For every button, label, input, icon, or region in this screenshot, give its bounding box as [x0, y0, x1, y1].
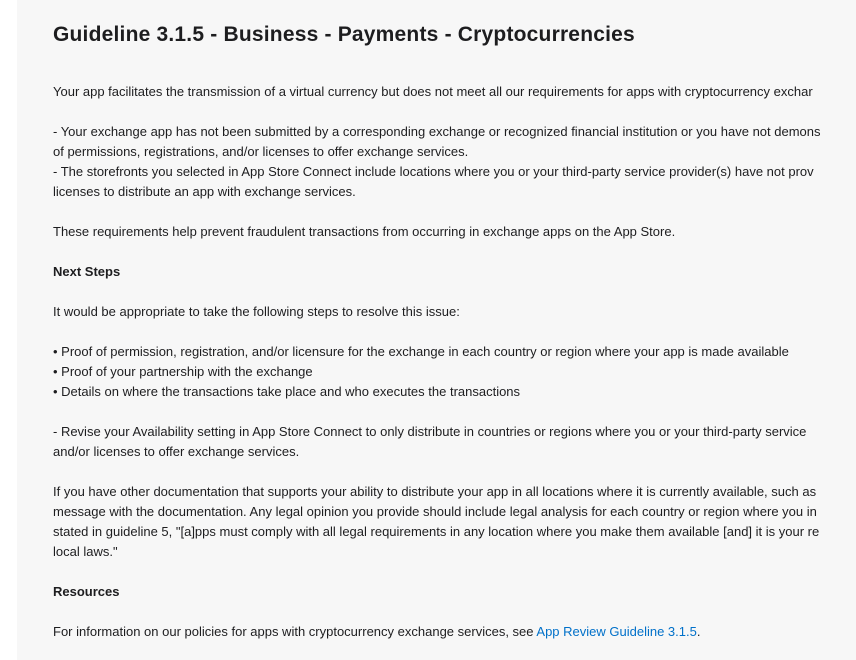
- spacer: [53, 462, 856, 482]
- app-review-guideline-link[interactable]: App Review Guideline 3.1.5: [536, 624, 697, 639]
- resources-period: .: [696, 624, 701, 639]
- other-docs-line: local laws.": [53, 544, 118, 559]
- bullet-item: • Proof of permission, registration, and/or licensure for the exchange in each country or region where your app is made available: [53, 344, 789, 359]
- spacer: [53, 322, 856, 342]
- bullet-item: • Proof of your partnership with the exchange: [53, 364, 313, 379]
- revise-line-2: and/or licenses to offer exchange services.: [53, 444, 300, 459]
- guideline-content: [53, 20, 856, 642]
- spacer: [53, 102, 856, 122]
- resources-text: For information on our policies for apps with cryptocurrency exchange services, see: [53, 624, 537, 639]
- issue-1-line-2: of permissions, registrations, and/or licenses to offer exchange services.: [53, 144, 469, 159]
- resources-paragraph: [53, 622, 856, 642]
- next-steps-heading: Next Steps: [53, 264, 121, 279]
- other-docs-line: stated in guideline 5, "[a]pps must comply with all legal requirements in any location where you make them available [and] it is your re: [53, 524, 820, 539]
- spacer: [53, 562, 856, 582]
- next-steps-intro: It would be appropriate to take the following steps to resolve this issue:: [53, 304, 460, 319]
- issue-2-line-2: licenses to distribute an app with exchange services.: [53, 184, 356, 199]
- spacer: [53, 402, 856, 422]
- guideline-panel: [17, 0, 856, 660]
- left-gutter: [0, 0, 17, 660]
- issue-2-line-1: - The storefronts you selected in App Store Connect include locations where you or your third-party service provider(s) have not prov: [53, 164, 814, 179]
- prevent-text: These requirements help prevent fraudulent transactions from occurring in exchange apps on the App Store.: [53, 224, 676, 239]
- guideline-body: [53, 82, 856, 642]
- bullet-item: • Details on where the transactions take place and who executes the transactions: [53, 384, 521, 399]
- resources-heading: Resources: [53, 584, 120, 599]
- spacer: [53, 602, 856, 622]
- spacer: [53, 282, 856, 302]
- revise-line-1: - Revise your Availability setting in App Store Connect to only distribute in countries or regions where you or your third-party service: [53, 424, 807, 439]
- guideline-title: Guideline 3.1.5 - Business - Payments - Cryptocurrencies: [53, 23, 635, 46]
- spacer: [53, 202, 856, 222]
- intro-text: Your app facilitates the transmission of a virtual currency but does not meet all our requirements for apps with cryptocurrency exchar: [53, 84, 813, 99]
- other-docs-line: message with the documentation. Any legal opinion you provide should include legal analysis for each country or region where you in: [53, 504, 817, 519]
- issue-1-line-1: - Your exchange app has not been submitted by a corresponding exchange or recognized financial institution or you have not demons: [53, 124, 821, 139]
- spacer: [53, 242, 856, 262]
- other-docs-line: If you have other documentation that supports your ability to distribute your app in all locations where it is currently available, such as: [53, 484, 817, 499]
